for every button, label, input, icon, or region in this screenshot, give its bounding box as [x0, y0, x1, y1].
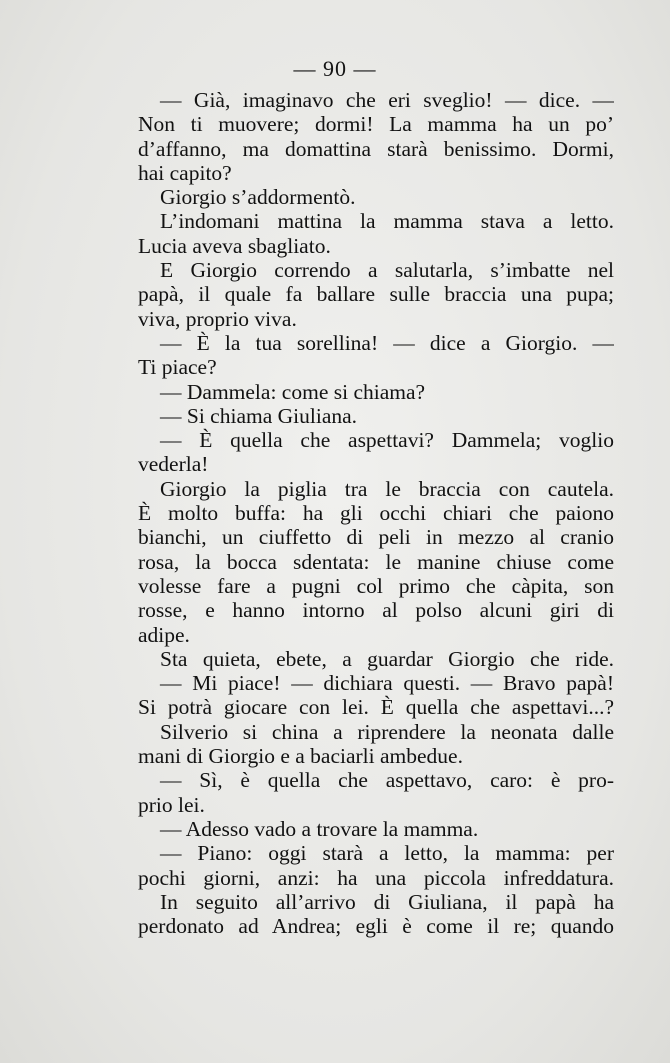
text-line: hai capito?: [138, 160, 232, 185]
text-line: vederla!: [138, 452, 209, 477]
text-line: rosse, e hanno intorno al polso alcuni giri di: [138, 598, 614, 623]
text-line: E Giorgio correndo a salutarla, s’imbatte nel: [160, 258, 614, 283]
text-line: — Dammela: come si chiama?: [160, 379, 426, 404]
text-line: — È la tua sorellina! — dice a Giorgio. —: [160, 330, 614, 355]
text-line: adipe.: [138, 622, 190, 647]
text-line: Non ti muovere; dormi! La mamma ha un po’: [138, 112, 614, 137]
text-line: volesse fare a pugni col primo che càpita, son: [138, 573, 614, 598]
text-line: — Si chiama Giuliana.: [160, 403, 358, 428]
text-line: viva, proprio viva.: [138, 306, 297, 331]
text-line: papà, il quale fa ballare sulle braccia una pupa;: [138, 282, 614, 307]
text-line: Sta quieta, ebete, a guardar Giorgio che ride.: [160, 646, 614, 671]
text-line: d’affanno, ma domattina starà benissimo. Dormi,: [138, 136, 614, 161]
text-line: Si potrà giocare con lei. È quella che aspettavi...?: [138, 695, 614, 720]
text-line: L’indomani mattina la mamma stava a letto.: [160, 209, 614, 234]
text-line: È molto buffa: ha gli occhi chiari che paiono: [138, 501, 614, 526]
text-line: — Mi piace! — dichiara questi. — Bravo papà!: [160, 671, 614, 696]
text-line: pochi giorni, anzi: ha una piccola infreddatura.: [138, 865, 614, 890]
text-line: Giorgio la piglia tra le braccia con cautela.: [160, 476, 614, 501]
text-line: prio lei.: [138, 792, 205, 817]
page-number: — 90 —: [293, 56, 377, 81]
text-line: Giorgio s’addormentò.: [160, 185, 356, 210]
text-line: Lucia aveva sbagliato.: [138, 233, 331, 258]
text-line: — Piano: oggi starà a letto, la mamma: per: [160, 841, 614, 866]
text-line: — Già, imaginavo che eri sveglio! — dice. —: [160, 88, 614, 112]
text-line: mani di Giorgio e a baciarli ambedue.: [138, 744, 463, 769]
text-line: Ti piace?: [138, 355, 217, 380]
text-line: — Sì, è quella che aspettavo, caro: è pro-: [160, 768, 614, 793]
text-line: — È quella che aspettavi? Dammela; voglio: [160, 428, 614, 453]
body-text: [138, 88, 614, 938]
text-line: Silverio si china a riprendere la neonata dalle: [160, 719, 614, 744]
text-line: perdonato ad Andrea; egli è come il re; quando: [138, 914, 614, 939]
text-line: rosa, la bocca sdentata: le manine chiuse come: [138, 549, 614, 574]
text-line: — Adesso vado a trovare la mamma.: [160, 816, 479, 841]
text-line: bianchi, un ciuffetto di peli in mezzo al cranio: [138, 525, 614, 550]
text-line: In seguito all’arrivo di Giuliana, il papà ha: [160, 889, 614, 914]
